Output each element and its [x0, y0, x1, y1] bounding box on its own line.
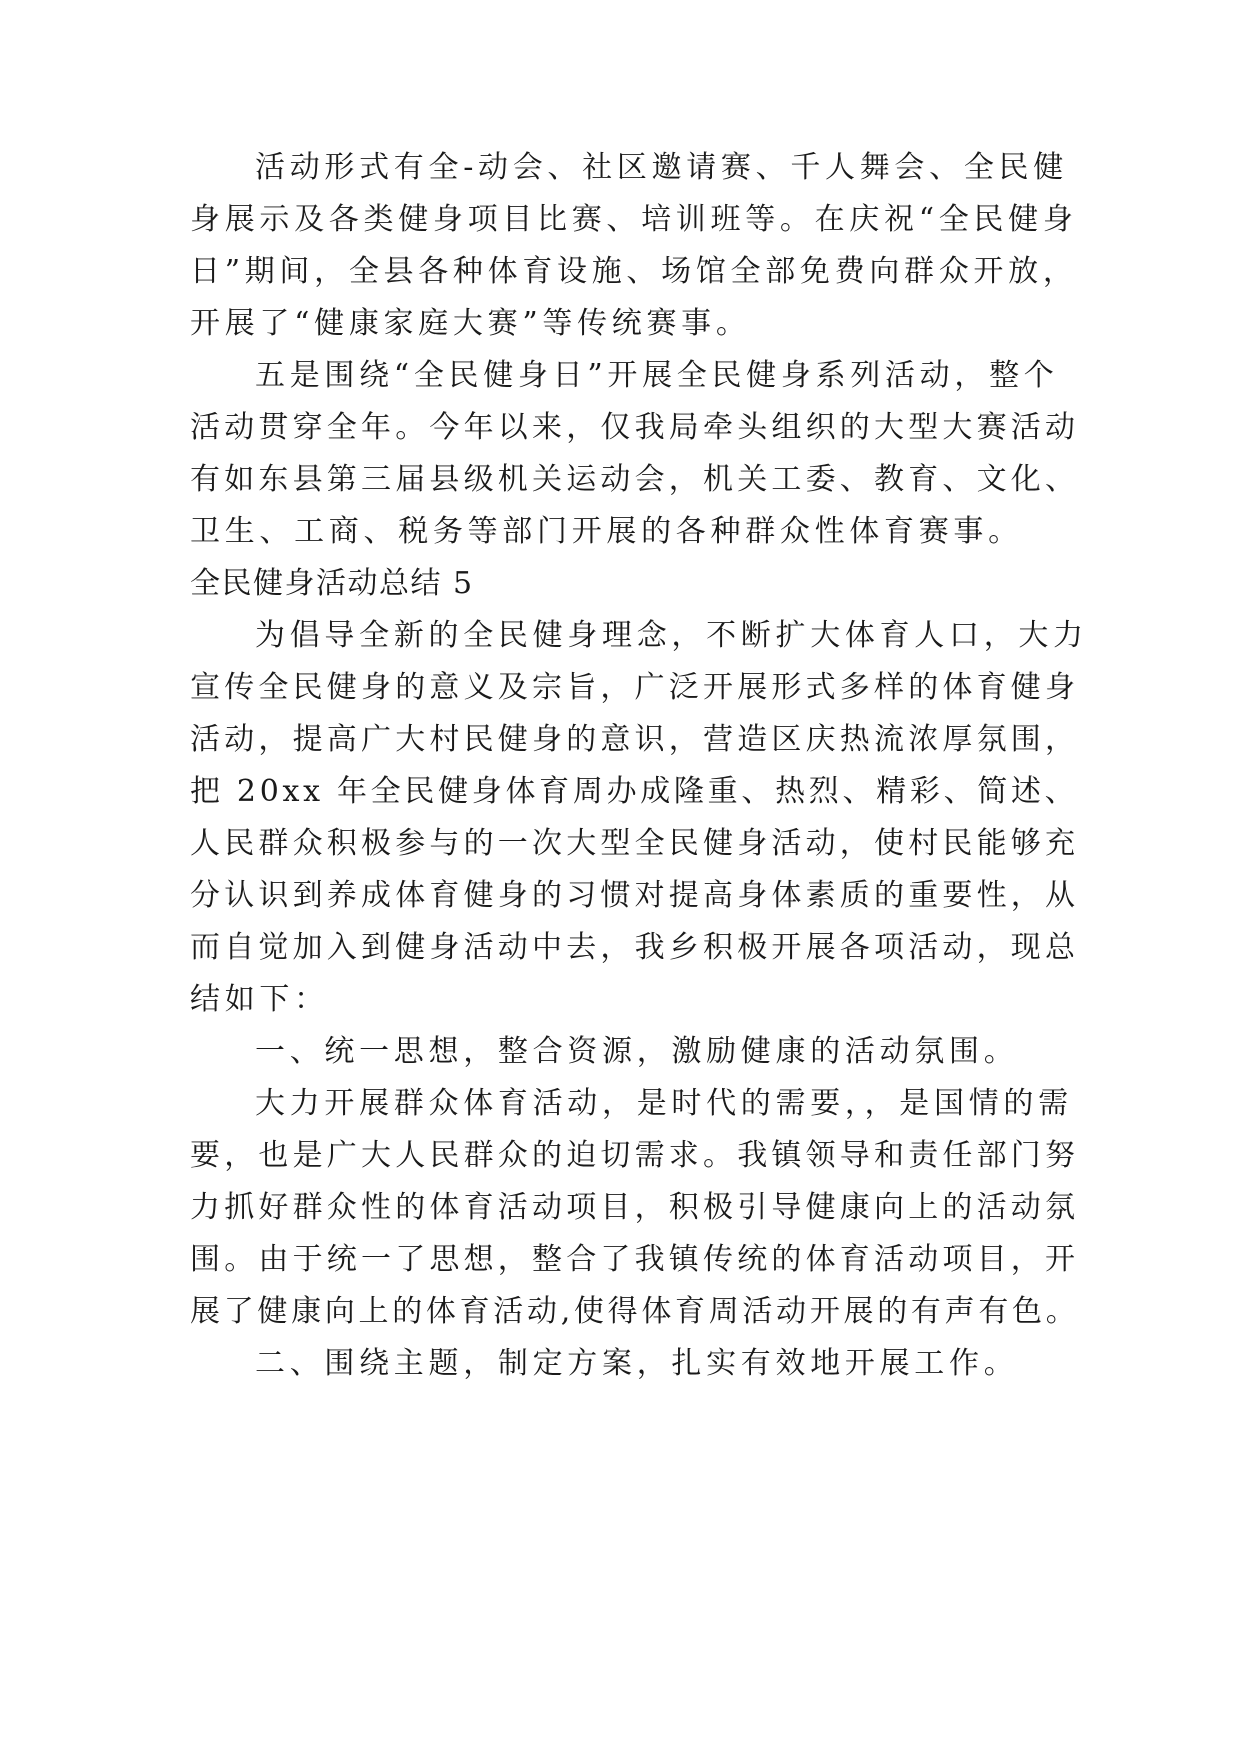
paragraph-line: 二、围绕主题，制定方案，扎实有效地开展工作。: [255, 1346, 1019, 1381]
paragraph-line: 要，也是广大人民群众的迫切需求。我镇领导和责任部门努: [190, 1138, 1080, 1173]
paragraph-line: 一、统一思想，整合资源，激励健康的活动氛围。: [255, 1034, 1019, 1069]
paragraph-line: 分认识到养成体育健身的习惯对提高身体素质的重要性，从: [190, 878, 1080, 913]
paragraph-line: 力抓好群众性的体育活动项目，积极引导健康向上的活动氛: [190, 1190, 1080, 1225]
paragraph-line: 活动形式有全-动会、社区邀请赛、千人舞会、全民健: [255, 150, 1068, 185]
paragraph-line: 大力开展群众体育活动，是时代的需要，，是国情的需: [255, 1086, 1073, 1121]
paragraph-line: 为倡导全新的全民健身理念，不断扩大体育人口，大力: [255, 618, 1088, 653]
paragraph-line: 开展了“健康家庭大赛”等传统赛事。: [190, 306, 751, 341]
paragraph-line: 展了健康向上的体育活动,使得体育周活动开展的有声有色。: [190, 1294, 1080, 1329]
paragraph-line: 结如下：: [190, 982, 329, 1017]
paragraph-line: 身展示及各类健身项目比赛、培训班等。在庆祝“全民健身: [190, 202, 1078, 237]
paragraph-line: 卫生、工商、税务等部门开展的各种群众性体育赛事。: [190, 514, 1023, 549]
paragraph-line: 五是围绕“全民健身日”开展全民健身系列活动，整个: [255, 358, 1059, 393]
paragraph-line: 把 20xx 年全民健身体育周办成隆重、热烈、精彩、简述、: [190, 774, 1079, 809]
section-heading: 全民健身活动总结 5: [190, 566, 474, 601]
paragraph-line: 有如东县第三届县级机关运动会，机关工委、教育、文化、: [190, 462, 1080, 497]
paragraph-line: 日”期间，全县各种体育设施、场馆全部免费向群众开放，: [190, 254, 1078, 289]
paragraph-line: 宣传全民健身的意义及宗旨，广泛开展形式多样的体育健身: [190, 670, 1080, 705]
paragraph-line: 活动贯穿全年。今年以来，仅我局牵头组织的大型大赛活动: [190, 410, 1080, 445]
paragraph-line: 人民群众积极参与的一次大型全民健身活动，使村民能够充: [190, 826, 1080, 861]
paragraph-line: 活动，提高广大村民健身的意识，营造区庆热流浓厚氛围，: [190, 722, 1080, 757]
paragraph-line: 而自觉加入到健身活动中去，我乡积极开展各项活动，现总: [190, 930, 1080, 965]
paragraph-line: 围。由于统一了思想，整合了我镇传统的体育活动项目，开: [190, 1242, 1080, 1277]
